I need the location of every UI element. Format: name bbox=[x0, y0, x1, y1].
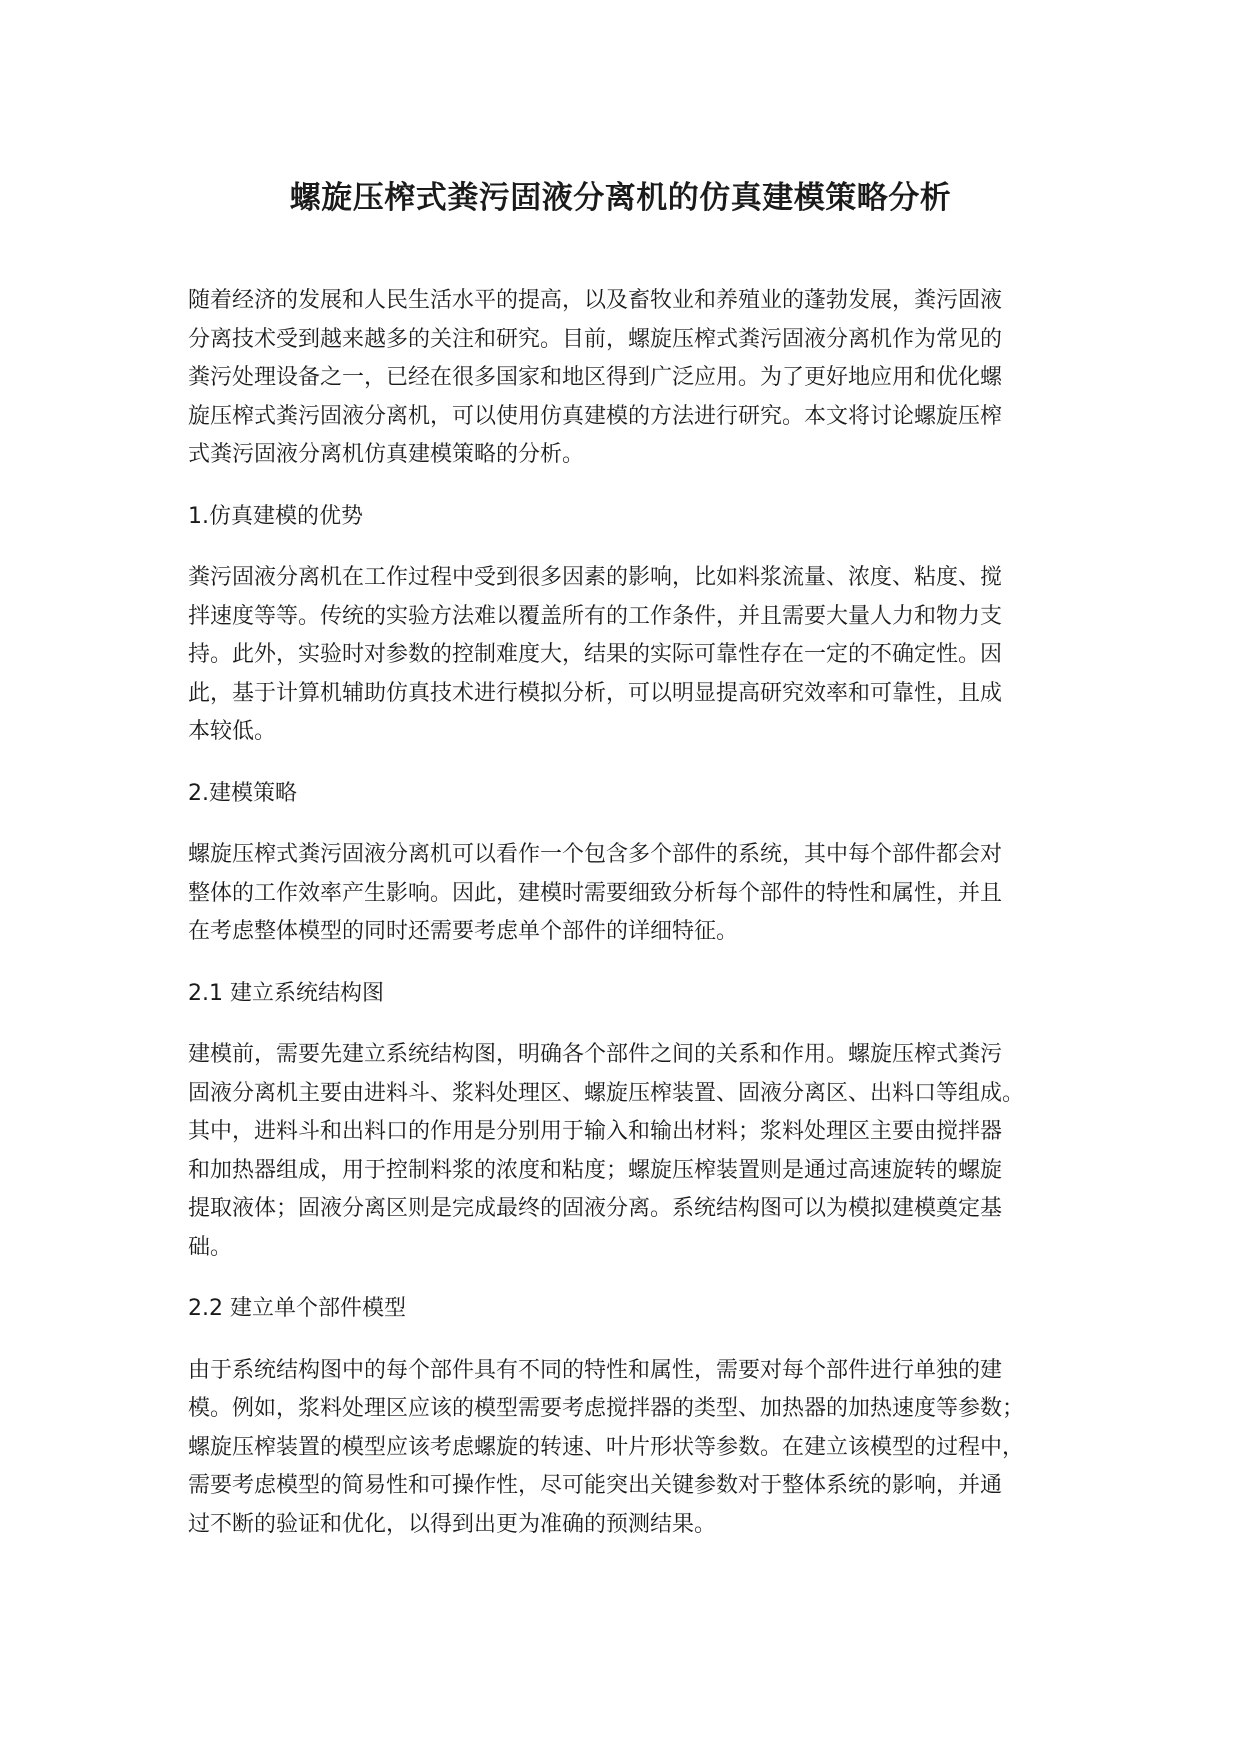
section-heading bbox=[188, 498, 1068, 537]
text-line: 其中，进料斗和出料口的作用是分别用于输入和输出材料；浆料处理区主要由搅拌器 bbox=[188, 1119, 1003, 1144]
section-heading bbox=[188, 1290, 1068, 1329]
text-line: 过不断的验证和优化，以得到出更为准确的预测结果。 bbox=[188, 1511, 717, 1537]
text-line: 螺旋压榨装置的模型应该考虑螺旋的转速、叶片形状等参数。在建立该模型的过程中， bbox=[188, 1434, 1025, 1460]
paragraph bbox=[188, 282, 1068, 475]
text-line: 由于系统结构图中的每个部件具有不同的特性和属性，需要对每个部件进行单独的建 bbox=[188, 1357, 1003, 1383]
text-line: 拌速度等等。传统的实验方法难以覆盖所有的工作条件，并且需要大量人力和物力支 bbox=[188, 603, 1003, 629]
text-line: 2.1 建立系统结构图 bbox=[188, 980, 384, 1006]
paragraph bbox=[188, 836, 1068, 952]
text-line: 2.建模策略 bbox=[188, 780, 297, 806]
text-line: 础。 bbox=[188, 1234, 233, 1260]
text-line: 和加热器组成，用于控制料浆的浓度和粘度；螺旋压榨装置则是通过高速旋转的螺旋 bbox=[188, 1157, 1003, 1183]
paragraph bbox=[188, 1036, 1068, 1267]
text-line: 整体的工作效率产生影响。因此，建模时需要细致分析每个部件的特性和属性，并且 bbox=[188, 880, 1003, 906]
text-line: 建模前，需要先建立系统结构图，明确各个部件之间的关系和作用。螺旋压榨式粪污 bbox=[188, 1042, 1003, 1067]
text-line: 模。例如，浆料处理区应该的模型需要考虑搅拌器的类型、加热器的加热速度等参数； bbox=[188, 1396, 1025, 1421]
text-line: 此，基于计算机辅助仿真技术进行模拟分析，可以明显提高研究效率和可靠性，且成 bbox=[188, 680, 1003, 706]
text-line: 在考虑整体模型的同时还需要考虑单个部件的详细特征。 bbox=[188, 919, 739, 944]
text-line: 随着经济的发展和人民生活水平的提高，以及畜牧业和养殖业的蓬勃发展，粪污固液 bbox=[188, 288, 1003, 313]
text-line: 需要考虑模型的简易性和可操作性，尽可能突出关键参数对于整体系统的影响，并通 bbox=[188, 1473, 1003, 1498]
document-title: 螺旋压榨式粪污固液分离机的仿真建模策略分析 bbox=[289, 180, 952, 216]
text-line: 分离技术受到越来越多的关注和研究。目前，螺旋压榨式粪污固液分离机作为常见的 bbox=[188, 326, 1003, 352]
paragraph bbox=[188, 1352, 1068, 1545]
text-line: 粪污固液分离机在工作过程中受到很多因素的影响，比如料浆流量、浓度、粘度、搅 bbox=[188, 565, 1003, 590]
section-heading bbox=[188, 975, 1068, 1014]
section-heading bbox=[188, 775, 1068, 814]
document-body bbox=[188, 282, 1068, 1567]
text-line: 螺旋压榨式粪污固液分离机可以看作一个包含多个部件的系统，其中每个部件都会对 bbox=[188, 842, 1003, 867]
text-line: 旋压榨式粪污固液分离机，可以使用仿真建模的方法进行研究。本文将讨论螺旋压榨 bbox=[188, 403, 1003, 429]
text-line: 2.2 建立单个部件模型 bbox=[188, 1296, 406, 1321]
text-line: 固液分离机主要由进料斗、浆料处理区、螺旋压榨装置、固液分离区、出料口等组成。 bbox=[188, 1080, 1025, 1106]
paragraph bbox=[188, 559, 1068, 752]
text-line: 持。此外，实验时对参数的控制难度大，结果的实际可靠性存在一定的不确定性。因 bbox=[188, 642, 1003, 667]
text-line: 粪污处理设备之一，已经在很多国家和地区得到广泛应用。为了更好地应用和优化螺 bbox=[188, 365, 1003, 390]
text-line: 本较低。 bbox=[188, 719, 277, 744]
text-line: 1.仿真建模的优势 bbox=[188, 503, 363, 529]
text-line: 提取液体；固液分离区则是完成最终的固液分离。系统结构图可以为模拟建模奠定基 bbox=[188, 1196, 1003, 1221]
text-line: 式粪污固液分离机仿真建模策略的分析。 bbox=[188, 442, 585, 467]
